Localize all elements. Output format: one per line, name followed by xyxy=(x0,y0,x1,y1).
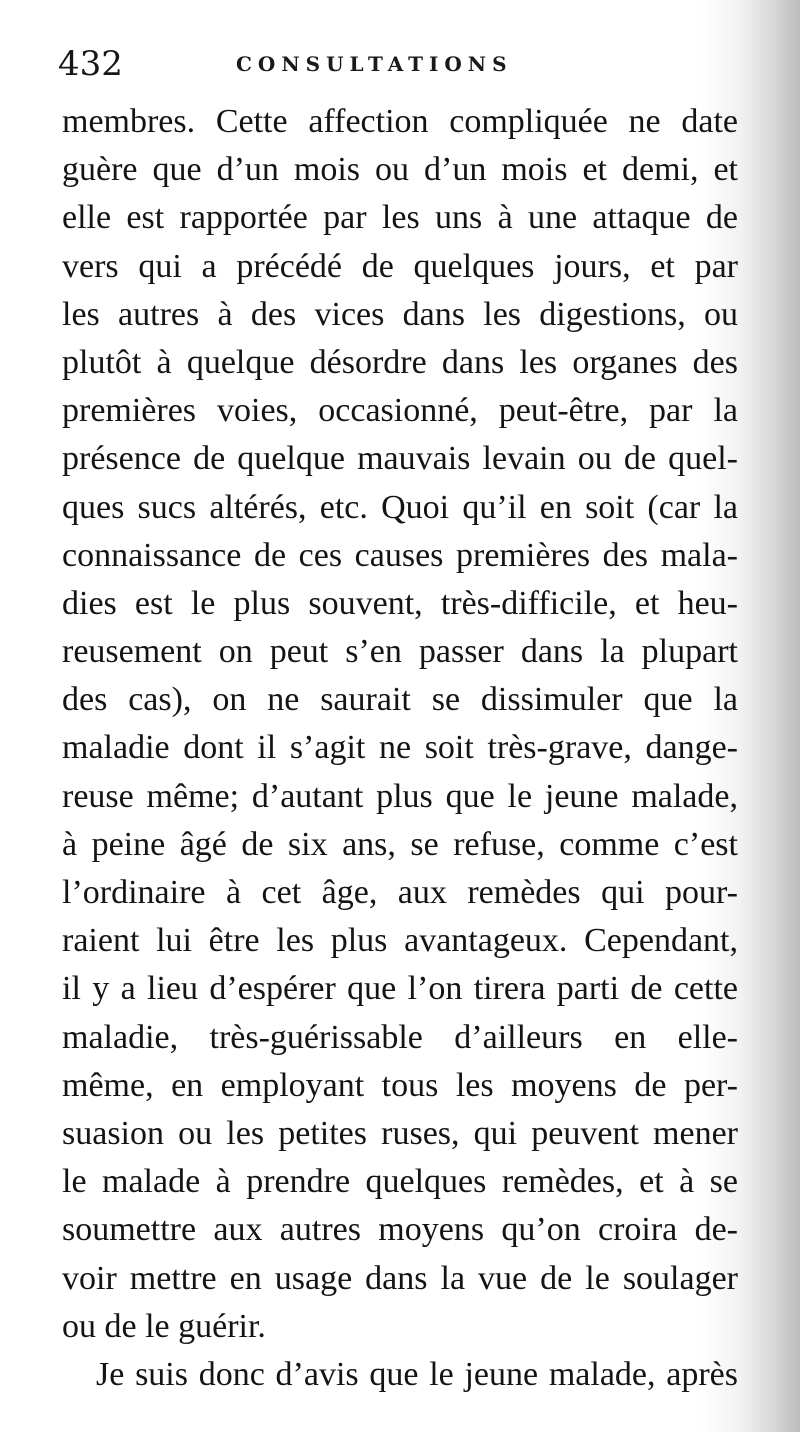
text-line: ques sucs altérés, etc. Quoi qu’il en soit (car la xyxy=(62,488,738,526)
text-line: dies est le plus souvent, très-difficile, et heu- xyxy=(62,584,738,622)
text-line: raient lui être les plus avantageux. Cependant, xyxy=(62,922,738,960)
text-line: maladie, très-guérissable d’ailleurs en elle- xyxy=(62,1018,738,1056)
text-line: plutôt à quelque désordre dans les organes des xyxy=(62,343,738,381)
text-line: vers qui a précédé de quelques jours, et par xyxy=(62,247,738,285)
text-line: l’ordinaire à cet âge, aux remèdes qui pour- xyxy=(62,874,738,911)
text-line: reuse même; d’autant plus que le jeune malade, xyxy=(62,777,738,815)
text-line: soumettre aux autres moyens qu’on croira de- xyxy=(62,1211,738,1249)
text-line: membres. Cette affection compliquée ne date xyxy=(62,103,738,140)
running-title: CONSULTATIONS xyxy=(236,52,513,76)
text-line: elle est rapportée par les uns à une attaque de xyxy=(62,199,738,237)
text-line: guère que d’un mois ou d’un mois et demi, et xyxy=(62,151,738,189)
text-line: des cas), on ne saurait se dissimuler que la xyxy=(62,681,738,719)
text-line: même, en employant tous les moyens de per- xyxy=(62,1066,738,1104)
paragraph-end-line: ou de le guérir. xyxy=(62,1307,266,1345)
text-line: les autres à des vices dans les digestions, ou xyxy=(62,295,738,333)
text-line: il y a lieu d’espérer que l’on tirera parti de cette xyxy=(62,970,738,1008)
text-line: reusement on peut s’en passer dans la plupart xyxy=(62,633,738,671)
text-line: le malade à prendre quelques remèdes, et à se xyxy=(62,1163,738,1201)
body-text xyxy=(62,98,738,1399)
text-line: maladie dont il s’agit ne soit très-grave, dange- xyxy=(62,729,738,767)
text-line: présence de quelque mauvais levain ou de quel- xyxy=(62,440,738,478)
paragraph-start-line: Je suis donc d’avis que le jeune malade, après xyxy=(96,1355,738,1393)
text-line: à peine âgé de six ans, se refuse, comme c’est xyxy=(62,825,738,863)
text-line: connaissance de ces causes premières des mala- xyxy=(62,536,738,574)
text-line: voir mettre en usage dans la vue de le soulager xyxy=(62,1259,738,1297)
text-line: suasion ou les petites ruses, qui peuvent mener xyxy=(62,1114,738,1152)
text-line: premières voies, occasionné, peut-être, par la xyxy=(62,392,738,430)
page-number: 432 xyxy=(58,44,123,84)
